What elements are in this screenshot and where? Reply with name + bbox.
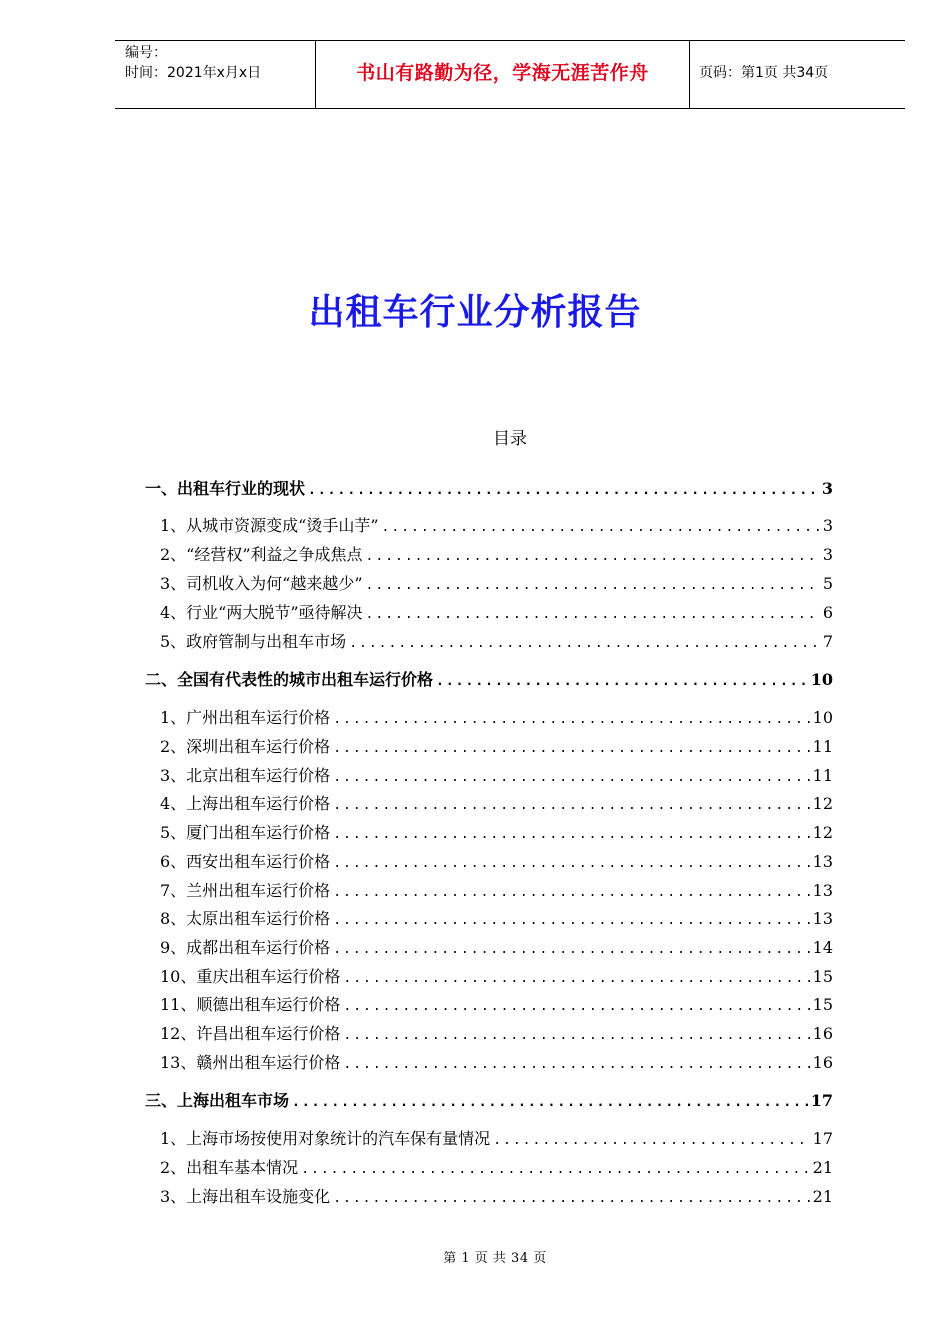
- toc-entry-label: 12、许昌出租车运行价格: [160, 1024, 341, 1043]
- toc-entry-label: 1、从城市资源变成“烫手山芋”: [160, 516, 379, 535]
- toc-leader-dots: [333, 913, 809, 928]
- toc-entry-label: 2、“经营权”利益之争成焦点: [160, 545, 363, 564]
- toc-entry-page: 13: [812, 852, 833, 871]
- toc-leader-dots: [349, 636, 820, 651]
- toc-entry-page: 10: [810, 670, 833, 689]
- toc-leader-dots: [343, 999, 809, 1014]
- toc-entry-page: 16: [812, 1024, 833, 1043]
- header-page-info: 页码：第1页 共34页: [699, 64, 829, 81]
- toc-entry-page: 12: [812, 794, 833, 813]
- toc-leader-dots: [333, 741, 809, 756]
- toc-entry-page: 13: [812, 881, 833, 900]
- toc-entry-label: 1、上海市场按使用对象统计的汽车保有量情况: [160, 1129, 491, 1148]
- toc-item[interactable]: [145, 1126, 833, 1149]
- toc-item[interactable]: [145, 600, 833, 623]
- toc-entry-page: 10: [812, 708, 833, 727]
- toc-entry-label: 8、太原出租车运行价格: [160, 909, 331, 928]
- toc-item[interactable]: [145, 513, 833, 536]
- toc-entry-page: 16: [812, 1053, 833, 1072]
- toc-entry-page: 3: [821, 479, 833, 498]
- toc-leader-dots: [292, 1095, 808, 1110]
- toc-leader-dots: [366, 578, 820, 593]
- toc-leader-dots: [436, 674, 808, 689]
- toc-entry-page: 13: [812, 909, 833, 928]
- toc-entry-label: 10、重庆出租车运行价格: [160, 967, 341, 986]
- toc-leader-dots: [333, 712, 809, 727]
- header-meta: [115, 41, 316, 108]
- toc-entry-label: 7、兰州出租车运行价格: [160, 881, 331, 900]
- toc-item[interactable]: [145, 791, 833, 814]
- toc-entry-page: 5: [822, 574, 833, 593]
- toc-entry-label: 3、司机收入为何“越来越少”: [160, 574, 363, 593]
- toc-entry-page: 17: [812, 1129, 833, 1148]
- document-number-label: 编号：: [125, 45, 167, 61]
- toc-leader-dots: [493, 1133, 809, 1148]
- toc-entry-label: 11、顺德出租车运行价格: [160, 995, 341, 1014]
- toc-leader-dots: [343, 1057, 809, 1072]
- header-motto: 书山有路勤为径，学海无涯苦作舟: [316, 41, 690, 108]
- toc-entry-page: 15: [812, 995, 833, 1014]
- toc-item[interactable]: [145, 1050, 833, 1073]
- toc-entry-label: 三、上海出租车市场: [145, 1091, 290, 1110]
- toc-leader-dots: [366, 549, 820, 564]
- toc-item[interactable]: [145, 878, 833, 901]
- toc-item[interactable]: [145, 705, 833, 728]
- toc-leader-dots: [333, 885, 809, 900]
- toc-leader-dots: [333, 798, 809, 813]
- toc-item[interactable]: [145, 542, 833, 565]
- toc-entry-label: 4、上海出租车运行价格: [160, 794, 331, 813]
- toc-entry-page: 11: [812, 766, 833, 785]
- toc-section-2[interactable]: [145, 667, 833, 690]
- toc-leader-dots: [333, 856, 809, 871]
- toc-item[interactable]: [145, 992, 833, 1015]
- toc-leader-dots: [301, 1162, 809, 1177]
- toc-leader-dots: [333, 827, 809, 842]
- toc-item[interactable]: [145, 935, 833, 958]
- toc-leader-dots: [333, 1191, 809, 1206]
- toc-entry-label: 2、出租车基本情况: [160, 1158, 299, 1177]
- toc-leader-dots: [382, 520, 820, 535]
- page-header: [115, 40, 905, 109]
- toc-entry-page: 3: [822, 516, 833, 535]
- toc-item[interactable]: [145, 1184, 833, 1207]
- toc-entry-label: 4、行业“两大脱节”亟待解决: [160, 603, 363, 622]
- toc-entry-page: 21: [812, 1158, 833, 1177]
- toc-entry-page: 15: [812, 967, 833, 986]
- toc-leader-dots: [366, 607, 820, 622]
- toc-item[interactable]: [145, 763, 833, 786]
- toc-entry-label: 5、政府管制与出租车市场: [160, 632, 347, 651]
- toc-leader-dots: [343, 1028, 809, 1043]
- toc-entry-label: 2、深圳出租车运行价格: [160, 737, 331, 756]
- toc-entry-label: 6、西安出租车运行价格: [160, 852, 331, 871]
- toc-entry-label: 3、北京出租车运行价格: [160, 766, 331, 785]
- toc-item[interactable]: [145, 571, 833, 594]
- toc-entry-label: 3、上海出租车设施变化: [160, 1187, 331, 1206]
- toc-entry-label: 13、赣州出租车运行价格: [160, 1053, 341, 1072]
- toc-item[interactable]: [145, 629, 833, 652]
- document-time-label: 时间：2021年x月x日: [125, 65, 262, 81]
- page-footer: 第 1 页 共 34 页: [443, 1251, 547, 1266]
- toc-item[interactable]: [145, 906, 833, 929]
- toc-entry-page: 6: [822, 603, 833, 622]
- toc-leader-dots: [308, 483, 819, 498]
- toc-leader-dots: [333, 942, 809, 957]
- toc-entry-label: 5、厦门出租车运行价格: [160, 823, 331, 842]
- toc-heading: 目录: [493, 429, 527, 449]
- toc-leader-dots: [333, 770, 809, 785]
- toc-section-3[interactable]: [145, 1088, 833, 1111]
- toc-entry-label: 9、成都出租车运行价格: [160, 938, 331, 957]
- toc-item[interactable]: [145, 1021, 833, 1044]
- toc-entry-page: 12: [812, 823, 833, 842]
- document-title: 出租车行业分析报告: [308, 291, 642, 333]
- toc-entry-label: 一、出租车行业的现状: [145, 479, 306, 498]
- toc-entry-label: 二、全国有代表性的城市出租车运行价格: [145, 670, 434, 689]
- toc-item[interactable]: [145, 1155, 833, 1178]
- toc-entry-page: 21: [812, 1187, 833, 1206]
- toc-entry-label: 1、广州出租车运行价格: [160, 708, 331, 727]
- toc-item[interactable]: [145, 820, 833, 843]
- toc-entry-page: 14: [812, 938, 833, 957]
- toc-section-1[interactable]: [145, 476, 833, 499]
- toc-item[interactable]: [145, 964, 833, 987]
- toc-leader-dots: [343, 971, 809, 986]
- toc-entry-page: 11: [812, 737, 833, 756]
- toc-entry-page: 17: [810, 1091, 833, 1110]
- toc-entry-page: 3: [822, 545, 833, 564]
- toc-entry-page: 7: [822, 632, 833, 651]
- toc-item[interactable]: [145, 734, 833, 757]
- toc-item[interactable]: [145, 849, 833, 872]
